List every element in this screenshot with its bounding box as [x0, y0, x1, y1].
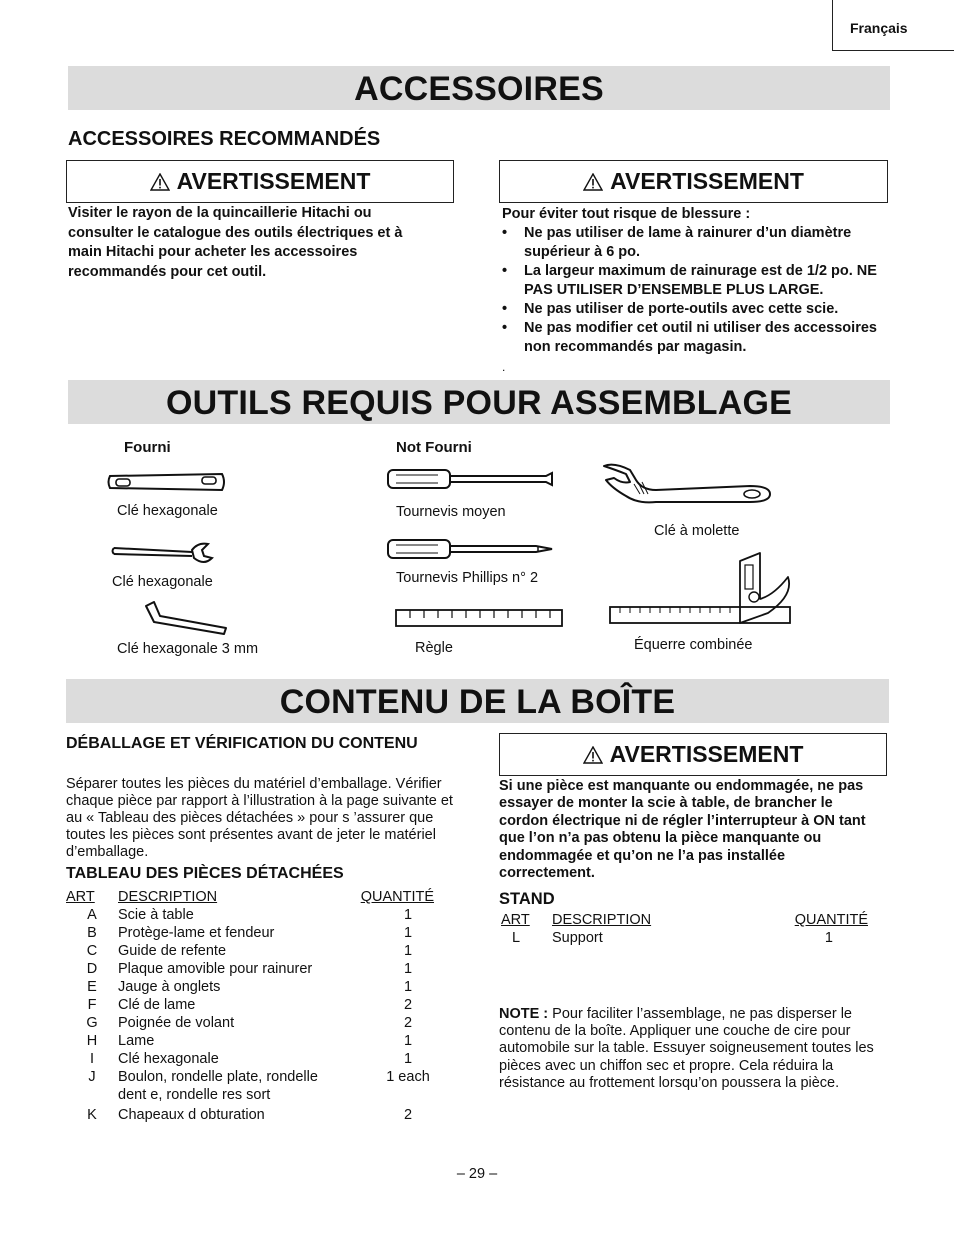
part-qty-cell: 1 each [386, 1069, 430, 1085]
supplied-heading: Fourni [124, 439, 171, 456]
part-description-cell: Poignée de volant [118, 1015, 235, 1031]
part-description-cell: Protège-lame et fendeur [118, 925, 275, 941]
part-qty-cell: 2 [403, 997, 413, 1013]
part-art-cell: B [87, 925, 97, 941]
part-qty-cell: 1 [403, 961, 413, 977]
warning-bullet: • La largeur maximum de rainurage est de 1/2 po. NE PAS UTILISER D’ENSEMBLE PLUS LARGE. [502, 262, 887, 300]
part-art-cell: E [87, 979, 97, 995]
warning-box-contents [499, 733, 887, 776]
part-art-cell: C [86, 943, 98, 959]
section-title-accessoires: ACCESSOIRES [68, 66, 890, 110]
part-qty-cell: 2 [403, 1015, 413, 1031]
warning-label-right: AVERTISSEMENT [610, 168, 804, 194]
table-row [66, 1069, 438, 1087]
part-description-cell: Clé de lame [118, 997, 196, 1013]
table-row [66, 1033, 438, 1051]
part-qty-cell: 2 [403, 1107, 413, 1123]
tool-label-hex-key-1: Clé hexagonale [117, 503, 218, 519]
table-row [66, 1051, 438, 1069]
part-qty-cell: 1 [403, 925, 413, 941]
stand-art-cell: L [512, 930, 521, 946]
part-description-cell: Lame [118, 1033, 155, 1049]
warning-label-contents: AVERTISSEMENT [609, 741, 804, 767]
tool-label-hex-key-3mm: Clé hexagonale 3 mm [117, 641, 259, 657]
part-art-cell [66, 1087, 118, 1107]
warning-bullet: • Ne pas utiliser de lame à rainurer d’un diamètre supérieur à 6 po. [502, 224, 887, 262]
allen-key-icon [140, 600, 232, 636]
part-qty-cell: 1 [403, 907, 413, 923]
stand-description-cell: Support [552, 930, 603, 946]
part-art-cell: J [88, 1069, 96, 1085]
table-row [66, 979, 438, 997]
open-end-wrench-icon [110, 540, 216, 566]
table-row [66, 961, 438, 979]
note-label: NOTE : [499, 1006, 549, 1022]
stand-heading: STAND [499, 890, 555, 908]
table-row [66, 997, 438, 1015]
stand-col-art-header: ART [501, 912, 530, 928]
part-description-cell: Scie à table [118, 907, 194, 923]
flat-wrench-icon [104, 468, 228, 496]
table-row [66, 907, 438, 925]
parts-header-row [66, 889, 438, 907]
part-description-cell: Plaque amovible pour rainurer [118, 961, 313, 977]
stand-table [501, 912, 873, 946]
warning-triangle-icon [583, 173, 603, 191]
adjustable-wrench-icon [600, 460, 774, 516]
warning-box-right [499, 160, 888, 203]
tool-label-hex-key-2: Clé hexagonale [112, 574, 213, 590]
stand-qty-cell: 1 [824, 930, 833, 946]
part-qty-cell: 1 [403, 1051, 413, 1067]
combination-square-icon [608, 551, 796, 631]
tool-label-combination-square: Équerre combinée [634, 637, 753, 653]
tool-label-ruler: Règle [415, 640, 453, 656]
stand-col-quantity-header: QUANTITÉ [794, 912, 868, 928]
part-description-cell: dent e, rondelle res sort [118, 1087, 271, 1103]
unpacking-heading: DÉBALLAGE ET VÉRIFICATION DU CONTENU [66, 735, 418, 752]
flat-screwdriver-icon [386, 466, 556, 492]
part-description-cell: Chapeaux d obturation [118, 1107, 265, 1123]
part-art-cell: H [86, 1033, 98, 1049]
part-art-cell: D [86, 961, 98, 977]
warning-intro-right: Pour éviter tout risque de blessure : [502, 206, 751, 222]
ruler-icon [395, 608, 563, 628]
part-art-cell: I [89, 1051, 95, 1067]
warning-box-left [66, 160, 454, 203]
part-qty-cell [356, 1087, 438, 1107]
note-paragraph [499, 1006, 891, 1092]
col-description-header: DESCRIPTION [118, 889, 218, 905]
stand-col-description-header: DESCRIPTION [552, 912, 652, 928]
not-supplied-heading: Not Fourni [396, 439, 472, 456]
part-qty-cell: 1 [403, 943, 413, 959]
warning-text-contents: Si une pièce est manquante ou endommagée, ne pas essayer de monter la scie à table, de brancher le cordon électrique ni de régler l’interrupteur à ON tant que l’on n’a pas obtenu la pièce manquante ou endommagée et qu’on ne l’a pas installée correctement. [499, 778, 866, 882]
table-row [66, 1107, 438, 1127]
warning-label-left: AVERTISSEMENT [176, 168, 371, 194]
section-title-outils: OUTILS REQUIS POUR ASSEMBLAGE [68, 380, 890, 424]
table-row [501, 930, 873, 946]
part-art-cell: K [87, 1107, 97, 1123]
parts-heading: TABLEAU DES PIÈCES DÉTACHÉES [66, 865, 344, 882]
warning-bullet: • Ne pas utiliser de porte-outils avec cette scie. [502, 300, 887, 319]
part-description-cell: Jauge à onglets [118, 979, 221, 995]
warning-bullet-list [502, 224, 887, 357]
col-art-header: ART [66, 889, 95, 905]
tool-label-adjustable-wrench: Clé à molette [654, 523, 740, 539]
parts-table [66, 889, 438, 1127]
part-qty-cell: 1 [403, 979, 413, 995]
part-art-cell: G [86, 1015, 98, 1031]
table-row [66, 1087, 438, 1107]
part-qty-cell: 1 [403, 1033, 413, 1049]
note-text: Pour faciliter l’assemblage, ne pas disperser le contenu de la boîte. Appliquer une couche de cire pour automobile sur la table. Essuyer soigneusement toutes les pièces avec un chiffon sec et propre. Cela réduira la résistance au frottement lorsqu’on poussera la pièce. [499, 1006, 874, 1091]
unpacking-text: Séparer toutes les pièces du matériel d’emballage. Vérifier chaque pièce par rapport à l’illustration à la page suivante et au « Tableau des pièces détachées » pour s ’assurer que toutes les pièces sont présentes avant de jeter le matériel d’emballage. [66, 776, 453, 860]
part-art-cell: A [87, 907, 97, 923]
warning-triangle-icon [583, 746, 603, 764]
tool-label-screwdriver-phillips: Tournevis Phillips n° 2 [396, 570, 539, 586]
subtitle-accessoires-recommandes: ACCESSOIRES RECOMMANDÉS [68, 128, 381, 150]
part-art-cell: F [87, 997, 97, 1013]
section-title-contenu: CONTENU DE LA BOÎTE [66, 679, 889, 723]
trailing-dot: . [502, 360, 506, 374]
stand-header-row [501, 912, 873, 930]
phillips-screwdriver-icon [386, 536, 556, 562]
col-quantity-header: QUANTITÉ [360, 889, 434, 905]
table-row [66, 925, 438, 943]
table-row [66, 943, 438, 961]
warning-text-left: Visiter le rayon de la quincaillerie Hitachi ou consulter le catalogue des outils électriques et à main Hitachi pour acheter les accessoires recommandés pour cet outil. [68, 205, 403, 280]
tool-label-screwdriver-medium: Tournevis moyen [396, 504, 506, 520]
language-tab: Français [832, 0, 954, 51]
part-description-cell: Clé hexagonale [118, 1051, 219, 1067]
part-description-cell: Guide de refente [118, 943, 227, 959]
table-row [66, 1015, 438, 1033]
page-number: – 29 – [456, 1166, 498, 1182]
warning-bullet: • Ne pas modifier cet outil ni utiliser des accessoires non recommandés par magasin. [502, 319, 887, 357]
warning-triangle-icon [150, 173, 170, 191]
part-description-cell: Boulon, rondelle plate, rondelle [118, 1069, 318, 1085]
